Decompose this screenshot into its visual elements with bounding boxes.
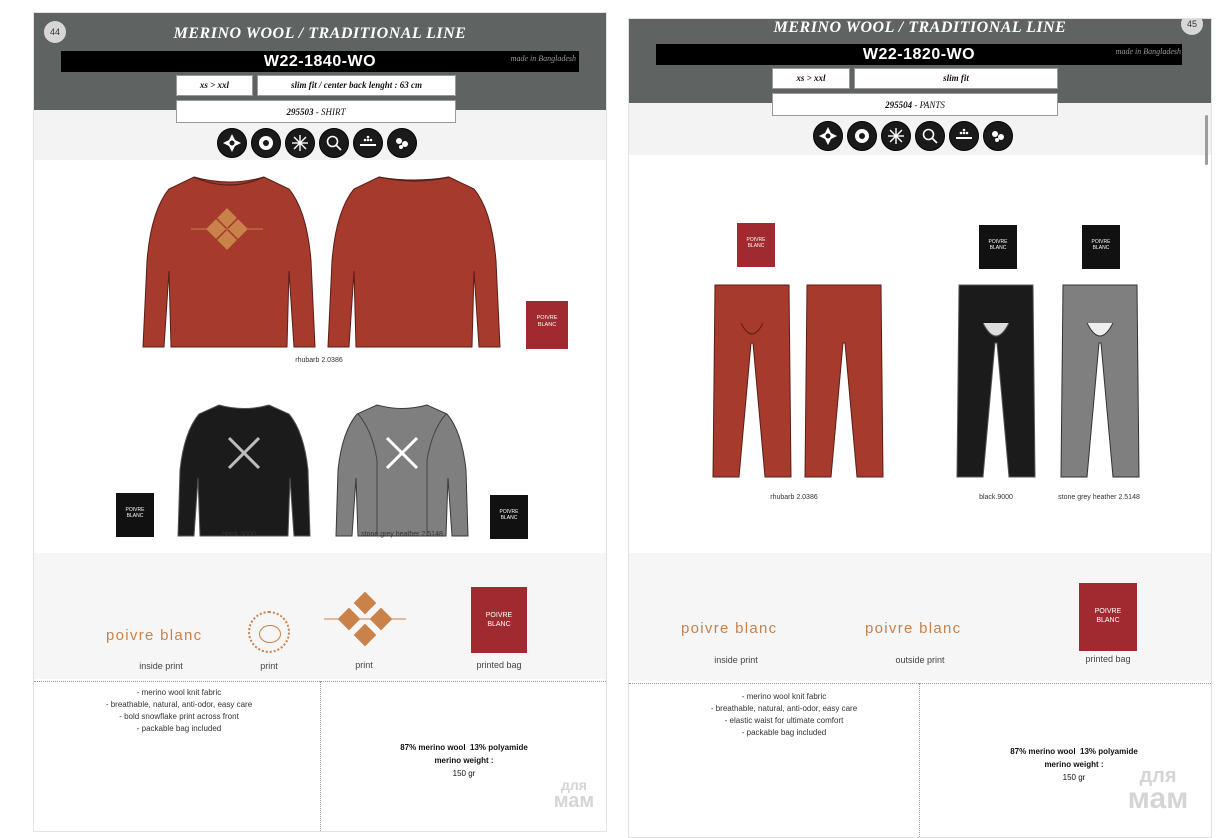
composition: 87% merino wool 13% polyamide merino weight : 150 gr (400, 743, 528, 778)
feature-list: - merino wool knit fabric - breathable, natural, anti-odor, easy care - bold snowflake print across front - packable bag included (105, 688, 253, 733)
natural-icon (387, 128, 417, 158)
watermark: для мам (1127, 765, 1189, 815)
outside-print-label: outside print (895, 655, 945, 665)
snowflake-icon (881, 121, 911, 151)
divider (919, 683, 920, 837)
page-number: 44 (44, 21, 66, 43)
article-number: 295503 (286, 107, 314, 117)
article-number: 295504 (885, 100, 913, 110)
divider (320, 681, 321, 831)
antiodor-icon (319, 128, 349, 158)
inside-print-label: inside print (139, 661, 183, 671)
colorway-label-rhubarb: rhubarb 2.0386 (770, 494, 818, 501)
bag-line2: BLANC (537, 322, 557, 328)
model-code: W22-1820-WO (656, 44, 1182, 65)
colorway-label-grey: stone grey heather 2.5148 (1058, 494, 1140, 501)
merino-sheep-icon (251, 128, 281, 158)
bag-line1: POIVRE (536, 315, 558, 321)
antiodor-icon (915, 121, 945, 151)
article-type: - PANTS (914, 100, 945, 110)
fit-info: slim fit / center back lenght : 63 cm (257, 75, 456, 96)
natural-icon (983, 121, 1013, 151)
article-box (772, 93, 1058, 116)
snowflake-print-detail (322, 591, 408, 657)
brand-logo-inside: poivre blanc (681, 620, 778, 637)
printed-bag: POIVRE BLANC (1079, 583, 1137, 651)
line-title: MERINO WOOL / TRADITIONAL LINE (173, 25, 467, 42)
size-range: xs > xxl (772, 68, 850, 89)
line-title: MERINO WOOL / TRADITIONAL LINE (773, 19, 1067, 36)
colorway-label-grey: stone grey heather 2.5148 (361, 531, 443, 538)
shirt-rhubarb-front (139, 171, 319, 351)
colorway-label-rhubarb: rhubarb 2.0386 (295, 357, 343, 364)
made-in: made in Bangladesh (1115, 47, 1181, 56)
feature-list: - merino wool knit fabric - breathable, natural, anti-odor, easy care - elastic waist for ultimate comfort - packable bag included (710, 692, 858, 737)
divider (629, 683, 1211, 684)
made-in: made in Bangladesh (510, 54, 576, 63)
round-badge-print (248, 611, 290, 653)
colorway-label-black: black.9000 (222, 531, 256, 538)
model-code: W22-1840-WO (61, 51, 579, 72)
shirt-black (174, 400, 314, 540)
pants-stone-grey (1059, 283, 1141, 479)
bag-icon: POIVRE BLANC (737, 223, 775, 267)
pants-rhubarb-front (711, 283, 793, 479)
print-label-2: print (355, 660, 373, 670)
bag-icon: POIVRE BLANC (1082, 225, 1120, 269)
printed-bag: POIVRE BLANC (471, 587, 527, 653)
pants-black (955, 283, 1037, 479)
breathable-icon (813, 121, 843, 151)
printed-bag-label: printed bag (476, 660, 522, 670)
easycare-icon (353, 128, 383, 158)
bag-icon: POIVRE BLANC (490, 495, 528, 539)
bag-icon (526, 301, 568, 349)
snowflake-icon (285, 128, 315, 158)
shirt-rhubarb-back (324, 171, 504, 351)
printed-bag-label: printed bag (1085, 654, 1131, 664)
article-box (176, 100, 456, 123)
composition: 87% merino wool 13% polyamide merino weight : 150 gr (1010, 747, 1138, 782)
pants-rhubarb-back (803, 283, 885, 479)
inside-print-label: inside print (714, 655, 758, 665)
easycare-icon (949, 121, 979, 151)
merino-sheep-icon (847, 121, 877, 151)
print-label-1: print (260, 661, 278, 671)
page-header (629, 19, 1211, 103)
brand-logo-outside: poivre blanc (865, 620, 962, 637)
page-number: 45 (1181, 18, 1203, 35)
feature-icons (217, 128, 417, 158)
watermark: для мам (553, 777, 595, 812)
scrollbar-thumb[interactable] (1205, 115, 1208, 165)
shirt-stone-grey (332, 400, 472, 540)
catalog-page-left (33, 12, 607, 832)
feature-icons (813, 121, 1013, 151)
article-type: - SHIRT (315, 107, 346, 117)
bag-icon: POIVRE BLANC (979, 225, 1017, 269)
breathable-icon (217, 128, 247, 158)
brand-logo-inside: poivre blanc (106, 627, 203, 644)
catalog-page-right (628, 18, 1212, 838)
bag-icon: POIVRE BLANC (116, 493, 154, 537)
fit-info: slim fit (854, 68, 1058, 89)
size-range: xs > xxl (176, 75, 253, 96)
colorway-label-black: black.9000 (979, 494, 1013, 501)
